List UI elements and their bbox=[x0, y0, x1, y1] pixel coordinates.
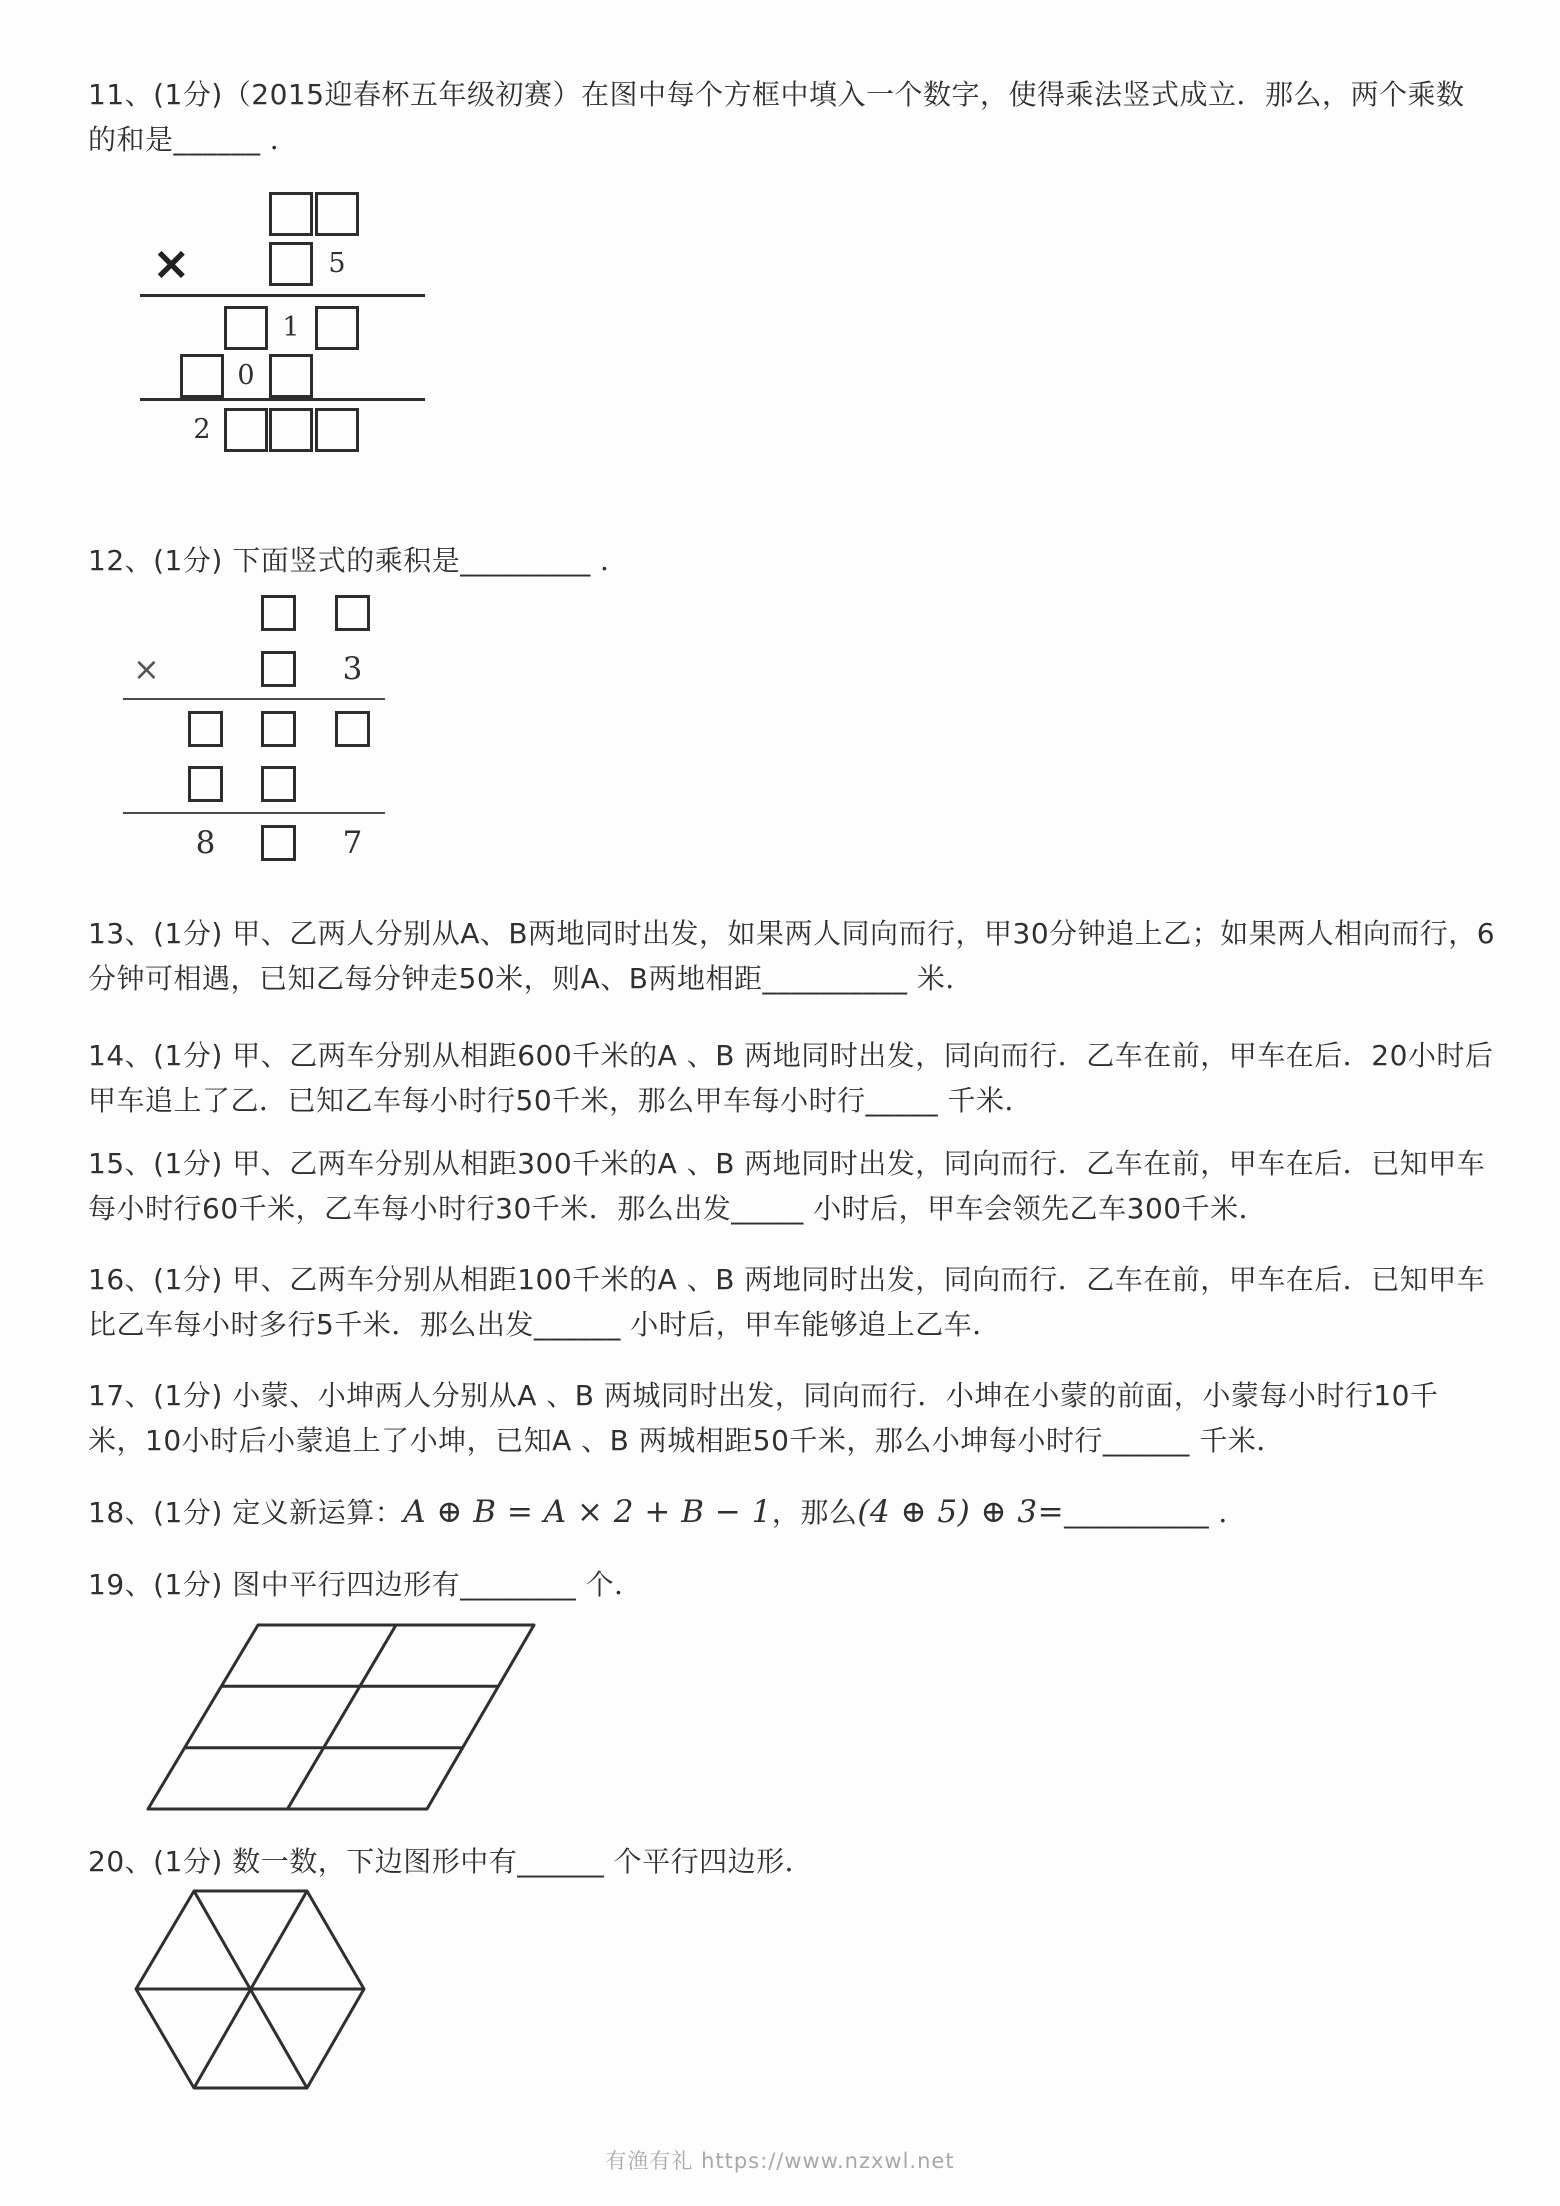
question-18 bbox=[88, 1487, 1500, 1538]
question-19 bbox=[88, 1562, 1500, 1607]
question-14-line-2: 甲车追上了乙．已知乙车每小时行50千米，那么甲车每小时行_____ 千米． bbox=[88, 1084, 1034, 1117]
footer-watermark: 有渔有礼 https://www.nzxwl.net bbox=[605, 2149, 955, 2173]
horizontal-rule bbox=[123, 698, 385, 700]
question-14 bbox=[88, 1033, 1500, 1123]
question-20-line-1: 20、(1分) 数一数，下边图形中有______ 个平行四边形． bbox=[88, 1845, 814, 1878]
answer-box bbox=[224, 408, 268, 452]
horizontal-rule bbox=[123, 812, 385, 814]
question-18-formula-expression: (4 ⊕ 5) ⊕ 3= bbox=[857, 1494, 1065, 1530]
question-20 bbox=[88, 1839, 1500, 1884]
multiplication-diagram-11 bbox=[140, 192, 440, 450]
answer-box bbox=[335, 595, 370, 631]
answer-box bbox=[224, 306, 268, 350]
answer-box bbox=[315, 192, 359, 236]
digit-8: 8 bbox=[195, 825, 216, 861]
question-18-formula-definition: A ⊕ B = A × 2 + B − 1 bbox=[403, 1494, 772, 1530]
question-16-line-1: 16、(1分) 甲、乙两车分别从相距100千米的A 、B 两地同时出发，同向而行．乙车在前，甲车在后．已知甲车 bbox=[88, 1263, 1486, 1296]
answer-box bbox=[269, 408, 313, 452]
answer-box bbox=[188, 766, 223, 802]
digit-7: 7 bbox=[342, 825, 363, 861]
hexagon-triangles-figure bbox=[126, 1884, 376, 2096]
multiply-sign: × bbox=[133, 650, 160, 688]
question-18-prefix: 18、(1分) 定义新运算： bbox=[88, 1496, 404, 1529]
digit-2: 2 bbox=[193, 414, 211, 445]
answer-box bbox=[269, 192, 313, 236]
question-16 bbox=[88, 1257, 1500, 1347]
question-15 bbox=[88, 1141, 1500, 1231]
answer-box bbox=[269, 354, 313, 398]
horizontal-rule bbox=[140, 398, 425, 401]
answer-box bbox=[335, 711, 370, 747]
answer-box bbox=[315, 306, 359, 350]
horizontal-rule bbox=[140, 294, 425, 297]
question-11 bbox=[88, 72, 1500, 162]
multiplication-diagram-12 bbox=[123, 595, 403, 863]
question-17-line-2: 米，10小时后小蒙追上了小坤，已知A 、B 两城相距50千米，那么小坤每小时行______ 千米． bbox=[88, 1424, 1285, 1457]
question-18-mid: ，那么 bbox=[771, 1496, 858, 1529]
question-13-line-1: 13、(1分) 甲、乙两人分别从A、B两地同时出发，如果两人同向而行，甲30分钟追上乙；如果两人相向而行，6 bbox=[88, 917, 1496, 950]
answer-box bbox=[261, 711, 296, 747]
answer-box bbox=[315, 408, 359, 452]
question-18-suffix: ． bbox=[1209, 1496, 1248, 1529]
question-17-line-1: 17、(1分) 小蒙、小坤两人分别从A 、B 两城同时出发，同向而行．小坤在小蒙的前面，小蒙每小时行10千 bbox=[88, 1379, 1439, 1412]
question-19-line-1: 19、(1分) 图中平行四边形有________ 个． bbox=[88, 1568, 643, 1601]
question-11-line-1: 11、(1分)（2015迎春杯五年级初赛）在图中每个方框中填入一个数字，使得乘法竖式成立．那么，两个乘数 bbox=[88, 78, 1465, 111]
digit-5: 5 bbox=[328, 248, 346, 279]
parallelogram-grid-figure bbox=[138, 1617, 548, 1817]
answer-box bbox=[261, 825, 296, 861]
answer-box bbox=[188, 711, 223, 747]
answer-box bbox=[261, 766, 296, 802]
answer-box bbox=[269, 242, 313, 286]
question-12 bbox=[88, 538, 1500, 583]
question-15-line-1: 15、(1分) 甲、乙两车分别从相距300千米的A 、B 两地同时出发，同向而行．乙车在前，甲车在后．已知甲车 bbox=[88, 1147, 1486, 1180]
question-17 bbox=[88, 1373, 1500, 1463]
digit-0: 0 bbox=[237, 360, 255, 391]
question-18-line-1 bbox=[88, 1487, 1500, 1538]
question-13 bbox=[88, 911, 1500, 1001]
question-11-line-2: 的和是______ ． bbox=[88, 123, 299, 156]
question-12-line-1: 12、(1分) 下面竖式的乘积是_________ ． bbox=[88, 544, 629, 577]
question-16-line-2: 比乙车每小时多行5千米．那么出发______ 小时后，甲车能够追上乙车． bbox=[88, 1308, 1001, 1341]
digit-3: 3 bbox=[342, 651, 363, 687]
question-18-blank: __________ bbox=[1064, 1496, 1210, 1529]
answer-box bbox=[261, 651, 296, 687]
answer-box bbox=[180, 354, 224, 398]
multiply-sign: × bbox=[152, 236, 191, 290]
answer-box bbox=[261, 595, 296, 631]
question-15-line-2: 每小时行60千米，乙车每小时行30千米．那么出发_____ 小时后，甲车会领先乙车300千米． bbox=[88, 1192, 1268, 1225]
question-13-line-2: 分钟可相遇，已知乙每分钟走50米，则A、B两地相距__________ 米． bbox=[88, 962, 974, 995]
digit-1: 1 bbox=[282, 312, 300, 343]
question-14-line-1: 14、(1分) 甲、乙两车分别从相距600千米的A 、B 两地同时出发，同向而行．乙车在前，甲车在后．20小时后 bbox=[88, 1039, 1494, 1072]
